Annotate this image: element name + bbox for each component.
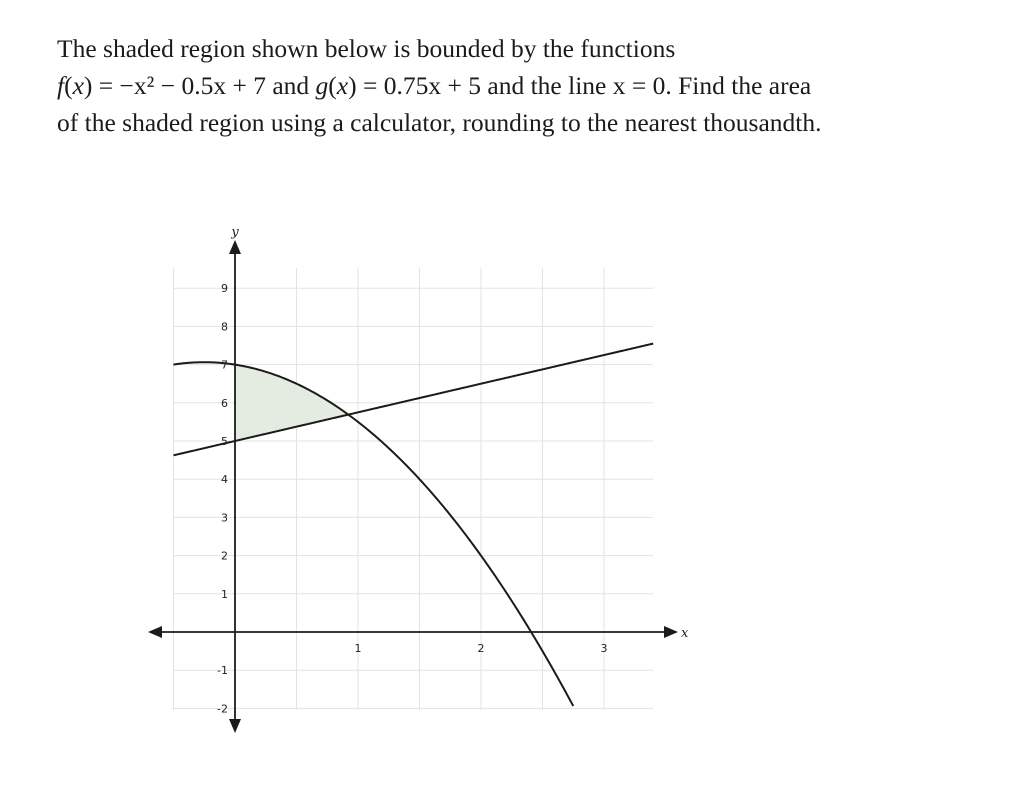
x-tick-label: 3 [600,642,608,655]
g-arg: x [336,71,349,100]
axes [148,240,678,733]
y-axis-arrow-down [229,719,241,733]
f-arg: x [72,71,84,100]
word-and: and [272,71,310,100]
y-tick-label: -1 [217,664,228,678]
find-text: . Find the area [665,71,812,100]
x-axis-label: x [681,626,689,641]
tick-labels [217,282,607,715]
f-name: f [57,71,65,100]
curve-f [174,362,574,706]
y-tick-label: 1 [221,587,228,601]
y-tick-label: 3 [221,511,228,525]
y-tick-label: 7 [221,358,228,372]
f-expression: −x² − 0.5x + 7 [119,71,266,100]
y-tick-label: 9 [221,282,228,296]
y-axis-arrow-up [229,240,241,254]
y-tick-label: 8 [221,320,228,334]
g-expression: 0.75x + 5 [383,71,482,100]
x-tick-label: 1 [354,642,362,655]
x-axis-arrow-left [148,626,162,638]
grid [173,268,653,710]
g-name: g [315,71,329,100]
y-tick-label: -2 [217,702,228,716]
problem-line-1: The shaded region shown below is bounded by the functions [57,34,676,63]
x-axis-arrow-right [664,626,678,638]
y-tick-label: 2 [221,549,228,563]
y-tick-label: 6 [221,396,228,410]
x-tick-label: 2 [477,642,485,655]
line-text: and the line [487,71,607,100]
y-tick-label: 5 [221,435,228,448]
shaded-region [235,365,345,441]
y-axis-label: y [231,225,239,240]
problem-line-3: of the shaded region using a calculator, rounding to the nearest thousandth. [57,108,822,137]
problem-statement: The shaded region shown below is bounded by the functions f(x) = −x² − 0.5x + 7 and g(x) = 0.75x + 5 and the line x = 0. Find the area of the shaded region using a calculator, rounding to the nearest thousandth. [57,34,822,137]
y-tick-label: 4 [221,473,228,487]
line-equation: x = 0 [612,71,666,100]
